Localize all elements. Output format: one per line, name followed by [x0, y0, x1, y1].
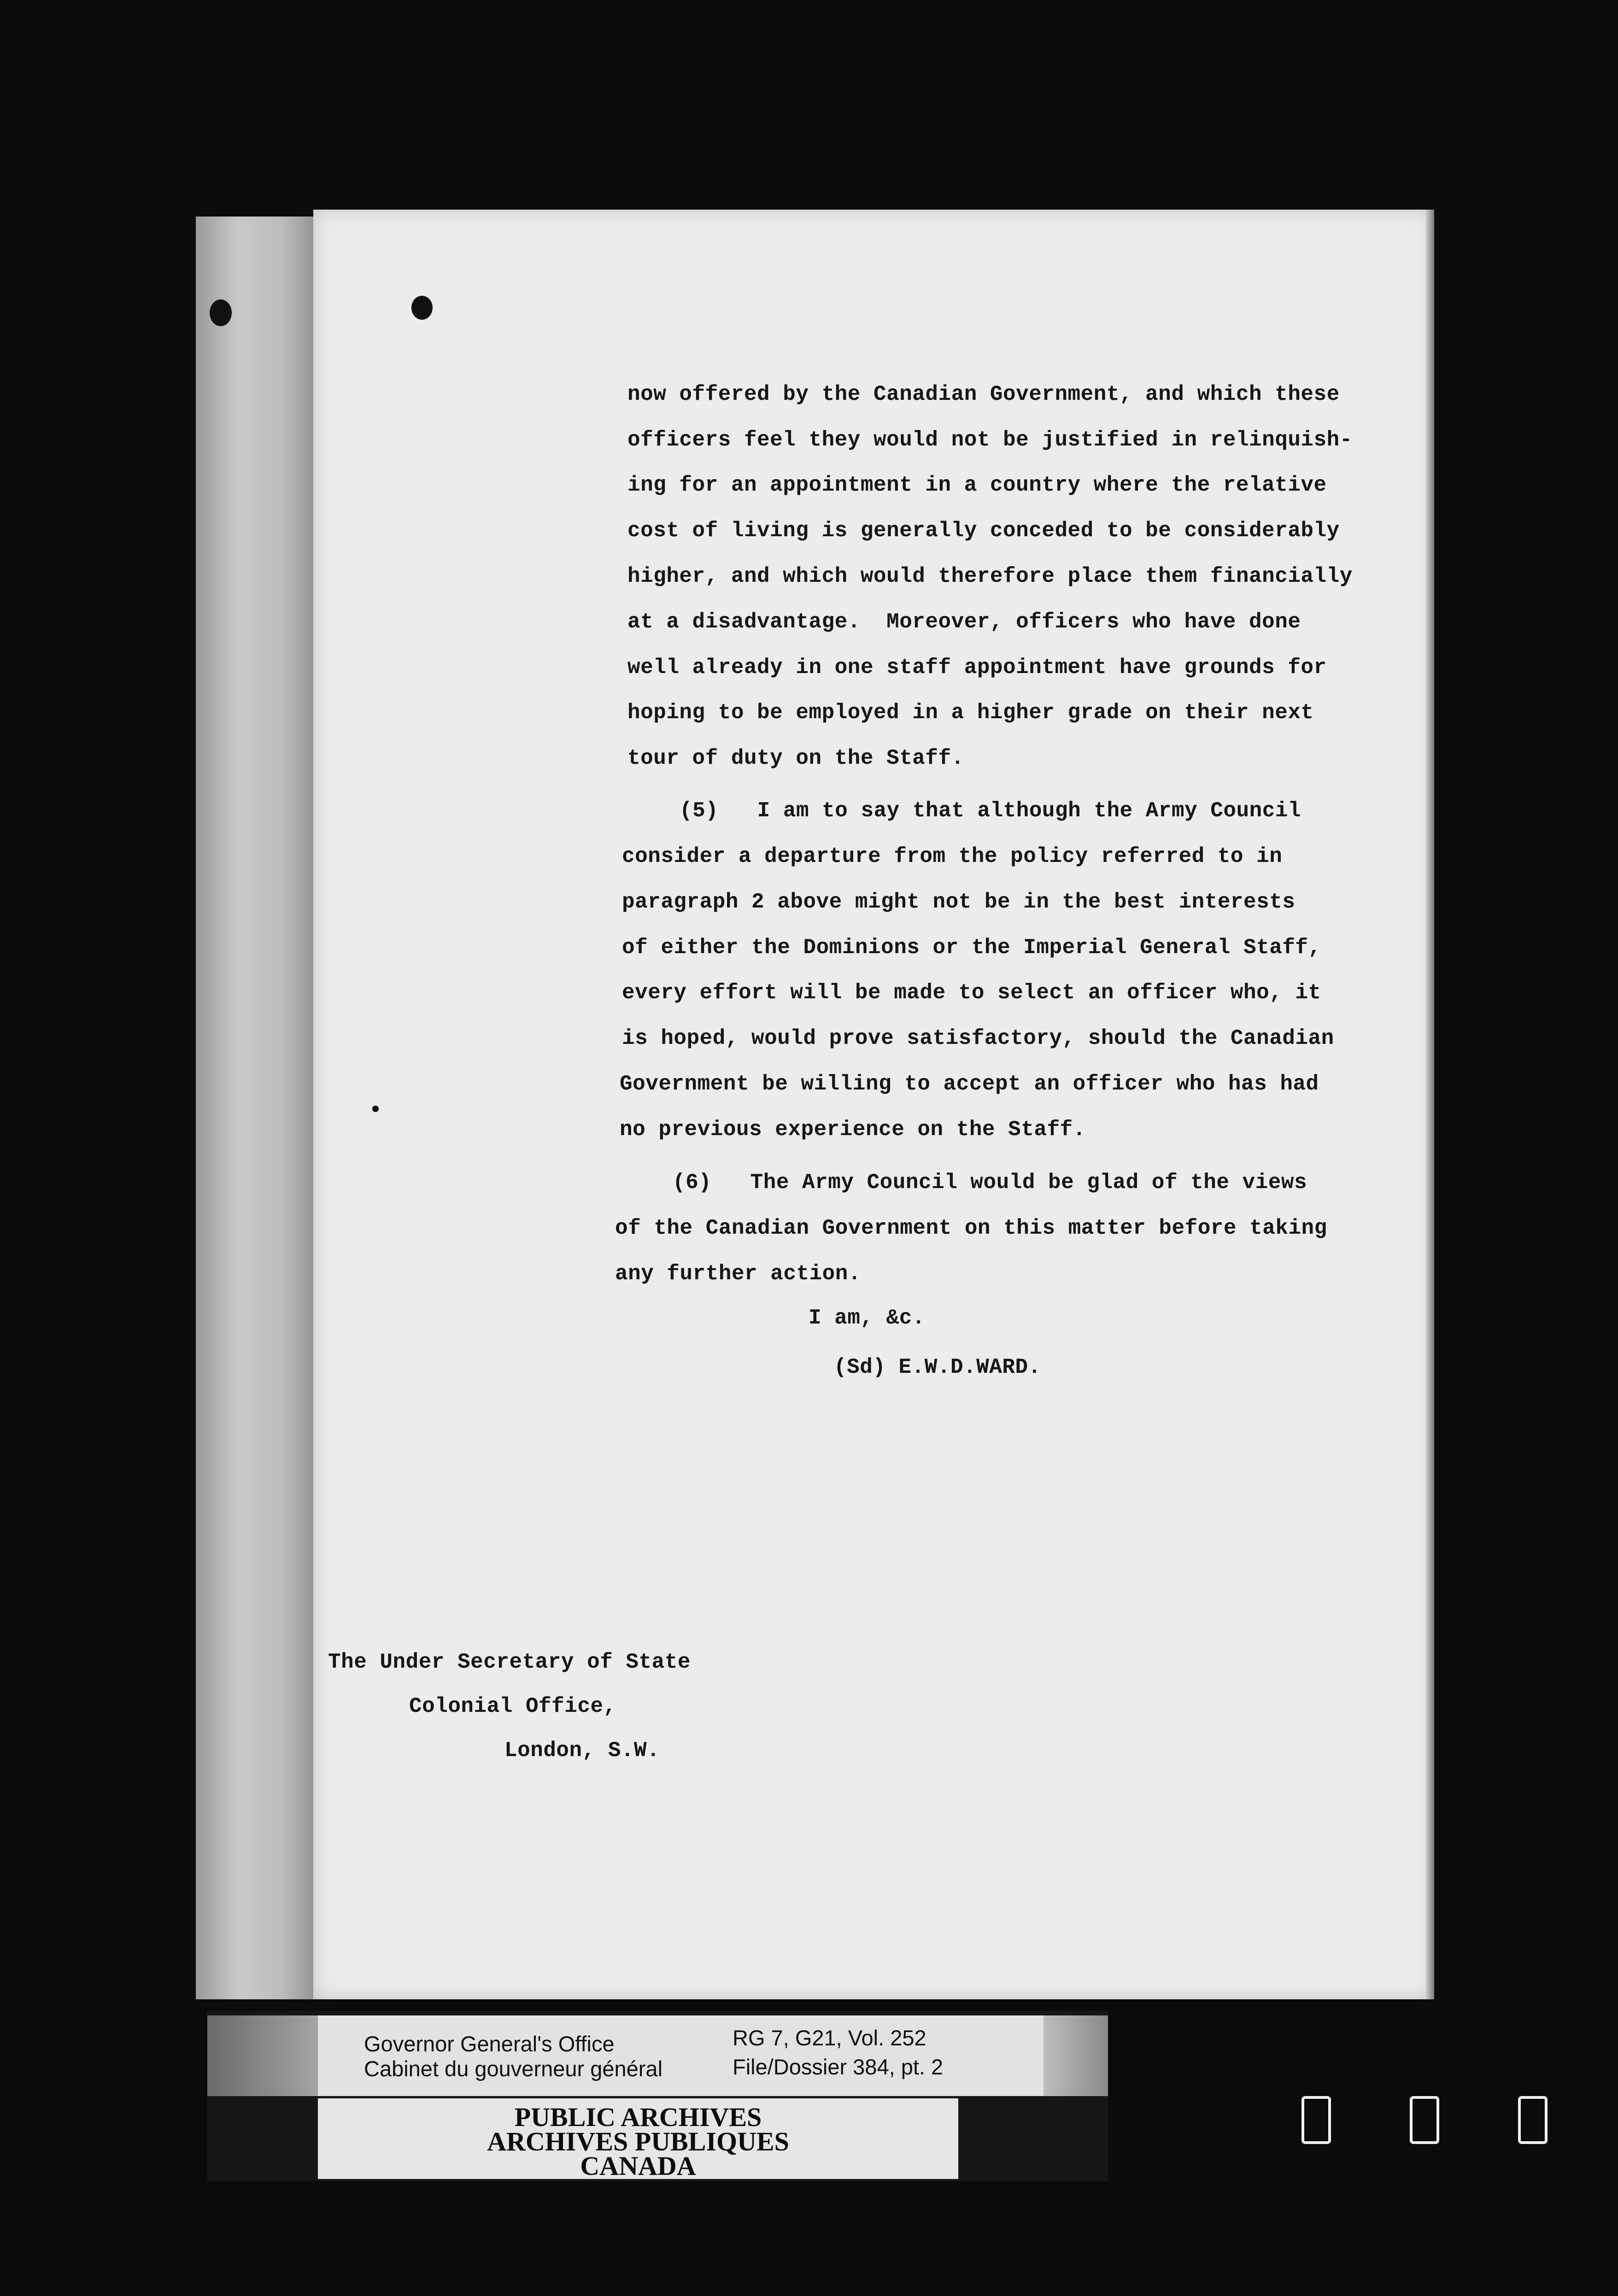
closing: I am, &c. [809, 1306, 925, 1330]
letter-line: paragraph 2 above might not be in the best interests [622, 890, 1296, 914]
letter-line: every effort will be made to select an officer who, it [622, 981, 1321, 1005]
office-name-en: Governor General's Office [364, 2032, 615, 2056]
paragraph-5-start: (5) I am to say that although the Army Council [680, 799, 1301, 823]
stamp-line-1: PUBLIC ARCHIVES [514, 2102, 762, 2132]
letter-line: ing for an appointment in a country where the relative [627, 473, 1327, 497]
address-line-2: Colonial Office, [409, 1694, 616, 1718]
stamp-line-2: ARCHIVES PUBLIQUES [487, 2126, 789, 2156]
punch-hole-right [411, 296, 433, 320]
frame-counter-digit [1301, 2096, 1331, 2144]
letter-line: any further action. [615, 1262, 861, 1286]
ink-speck [372, 1106, 379, 1112]
letter-line: well already in one staff appointment have grounds for [627, 656, 1327, 679]
letter-line: officers feel they would not be justified in relinquish- [627, 428, 1353, 452]
frame-counter-digit [1518, 2096, 1548, 2144]
frame-counter-digit [1410, 2096, 1439, 2144]
letter-line: Government be willing to accept an officer who has had [620, 1072, 1319, 1096]
reference-file: File/Dossier 384, pt. 2 [733, 2055, 944, 2079]
letter-line: of either the Dominions or the Imperial General Staff, [622, 936, 1321, 960]
letter-line: tour of duty on the Staff. [627, 746, 964, 770]
page-edge-shadow [1426, 210, 1434, 1999]
back-sheet [196, 217, 320, 1999]
stamp-line-3: CANADA [580, 2151, 696, 2181]
label-shadow [1043, 2015, 1108, 2096]
punch-hole-left [210, 299, 232, 326]
letter-line: consider a departure from the policy referred to in [622, 844, 1283, 868]
paragraph-6-start: (6) The Army Council would be glad of the views [673, 1171, 1307, 1195]
address-line-1: The Under Secretary of State [328, 1650, 691, 1674]
letter-line: of the Canadian Government on this matter before taking [615, 1216, 1327, 1240]
letter-line: at a disadvantage. Moreover, officers who have done [627, 610, 1301, 634]
label-shadow [207, 2015, 318, 2096]
office-name-fr: Cabinet du gouverneur général [364, 2056, 663, 2081]
letter-line: is hoped, would prove satisfactory, should the Canadian [622, 1026, 1334, 1050]
address-line-3: London, S.W. [504, 1739, 660, 1763]
reference-volume: RG 7, G21, Vol. 252 [733, 2026, 926, 2050]
letter-line: no previous experience on the Staff. [620, 1118, 1086, 1142]
letter-line: cost of living is generally conceded to be considerably [627, 519, 1340, 543]
signature: (Sd) E.W.D.WARD. [834, 1355, 1041, 1379]
letter-line: higher, and which would therefore place them financially [627, 564, 1353, 588]
letter-line: hoping to be employed in a higher grade on their next [627, 701, 1314, 725]
letter-line: now offered by the Canadian Government, and which these [627, 382, 1340, 406]
